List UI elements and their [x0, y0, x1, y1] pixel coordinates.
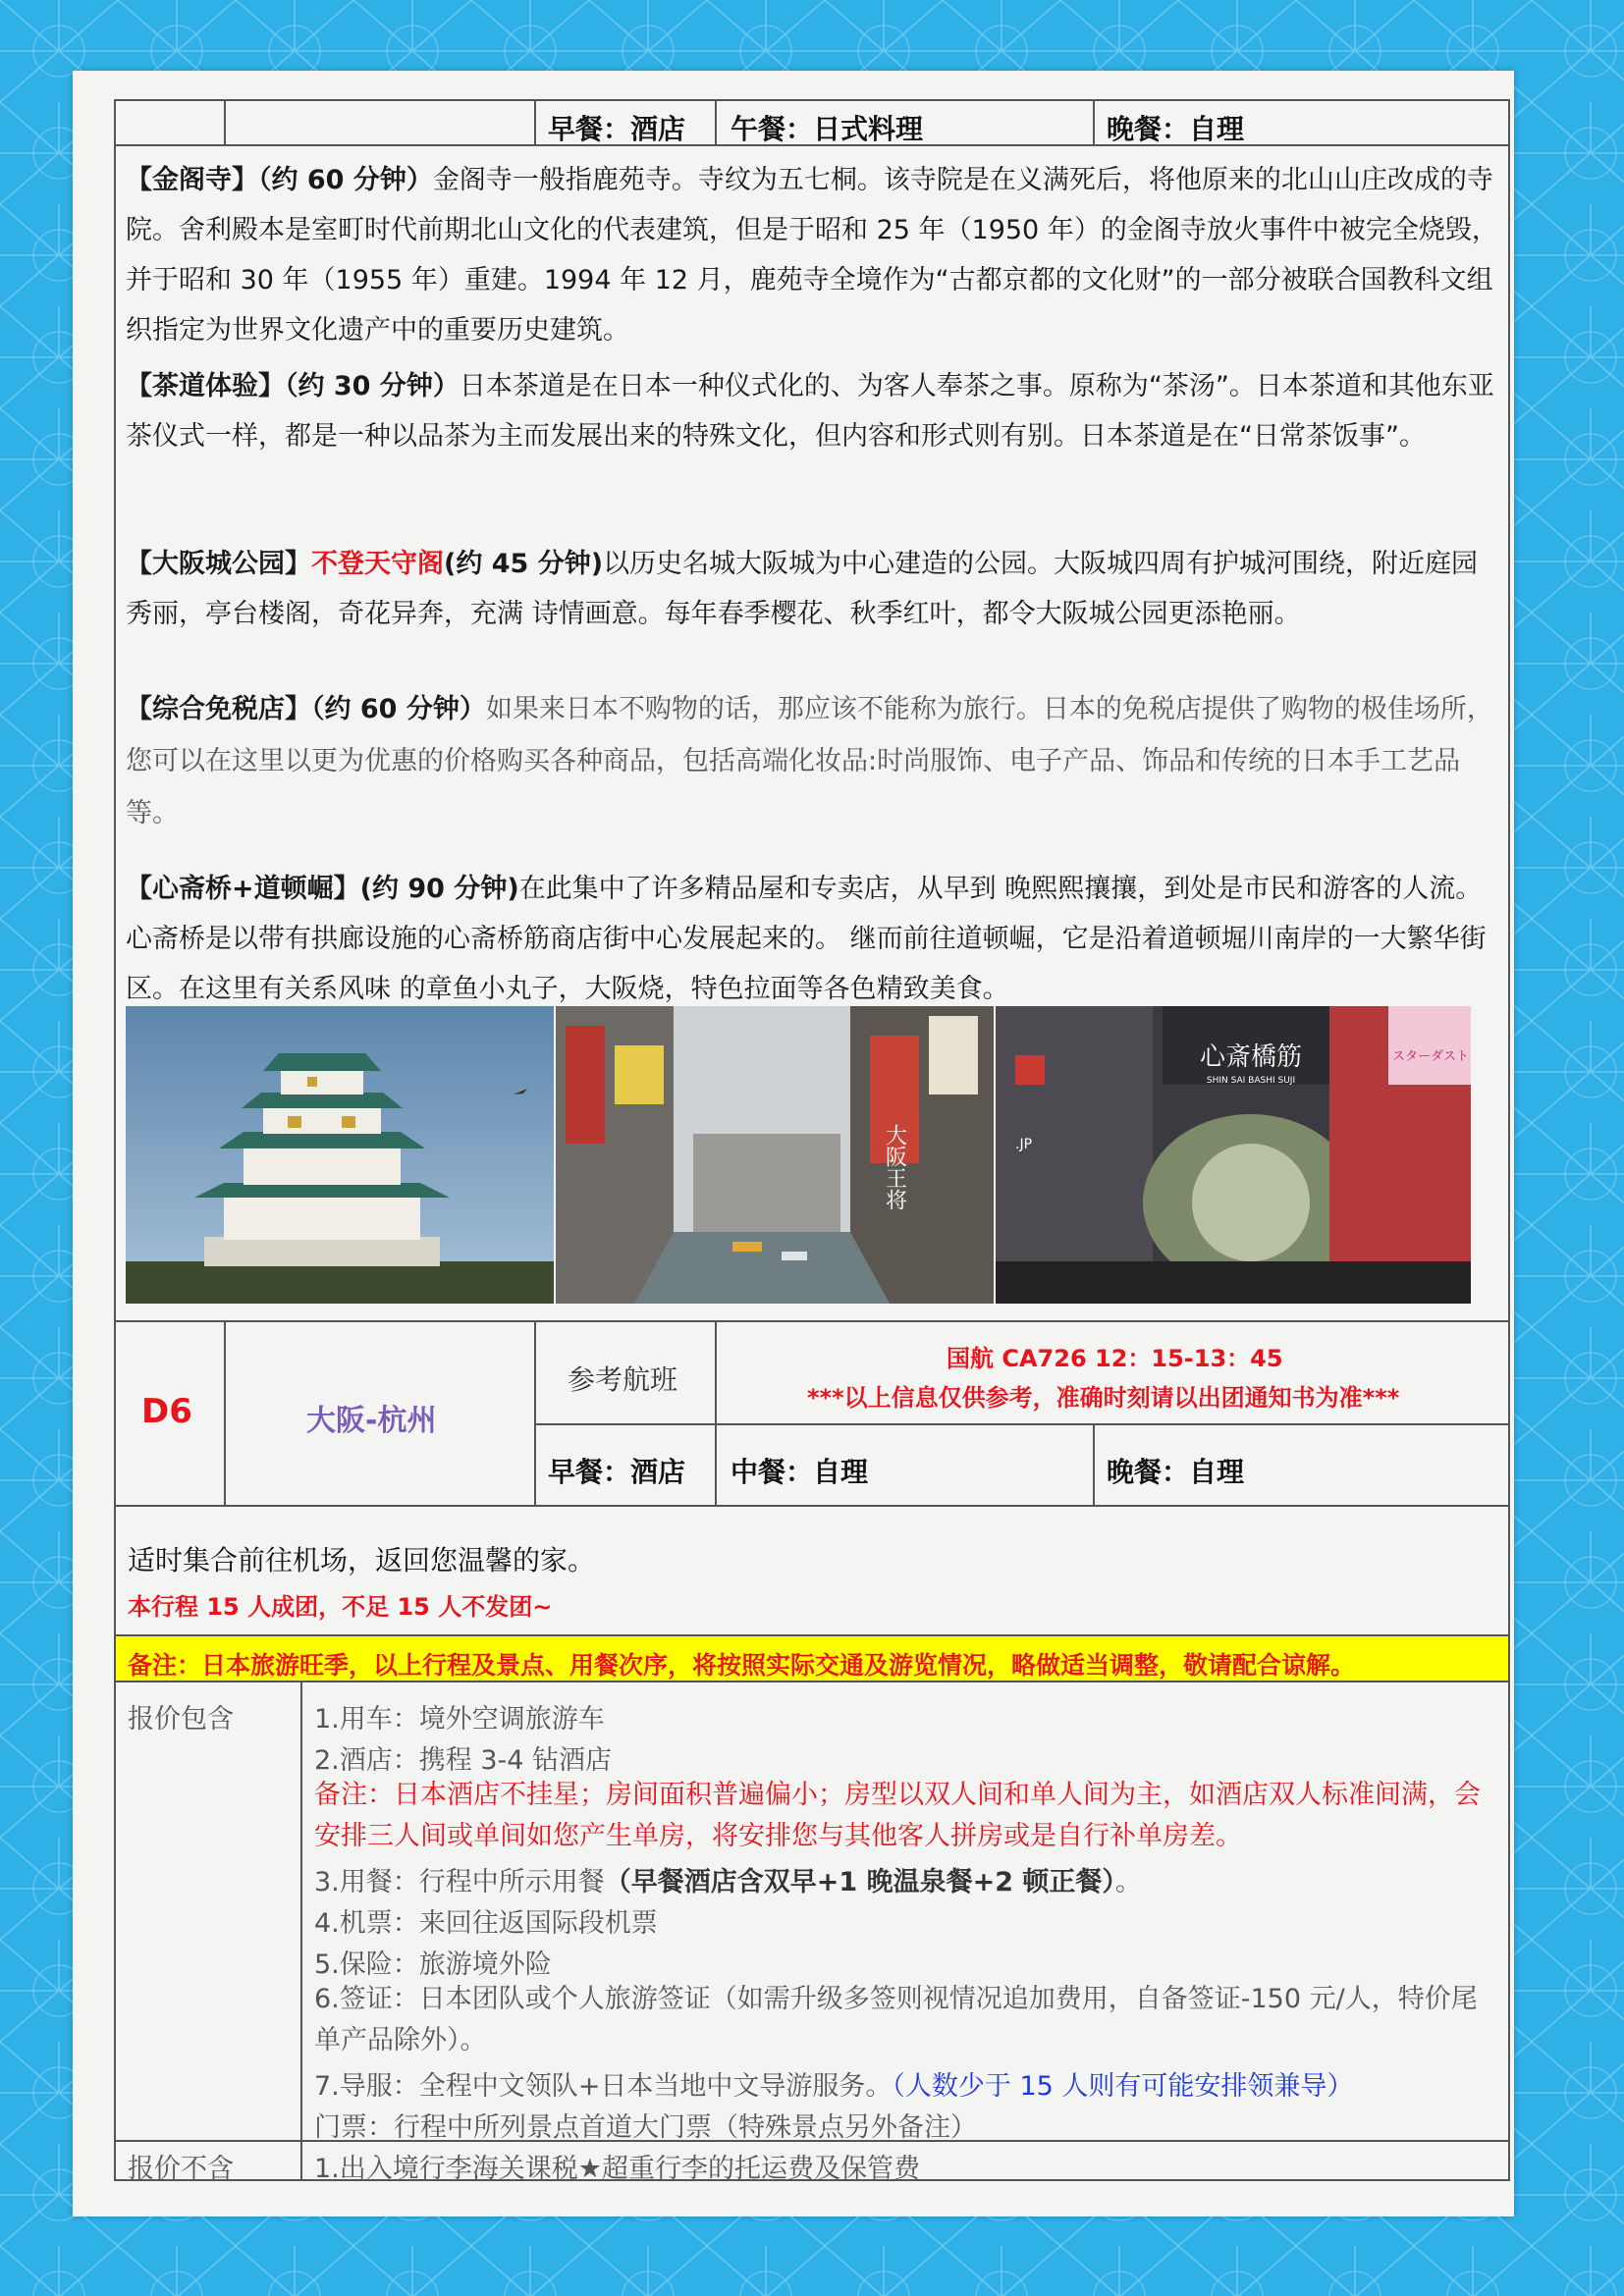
flight-label: 参考航班 — [568, 1363, 678, 1396]
attraction-title: 【茶道体验】（约 30 分钟） — [126, 371, 460, 401]
include-item-tickets: 门票：行程中所列景点首道大门票（特殊景点另外备注） — [314, 2112, 977, 2143]
d6-lunch: 中餐：自理 — [731, 1456, 869, 1488]
include-item-car: 1.用车：境外空调旅游车 — [314, 1704, 605, 1735]
include-item-ticket: 4.机票：来回往返国际段机票 — [314, 1908, 658, 1939]
dotonbori-photo — [556, 1006, 994, 1304]
exclude-item-luggage: 1.出入境行李海关课税★超重行李的托运费及保管费 — [314, 2154, 920, 2184]
notice-banner-text: 备注：日本旅游旺季，以上行程及景点、用餐次序，将按照实际交通及游览情况，略做适当调整，敬请配合谅解。 — [128, 1651, 1356, 1680]
include-item-hotel: 2.酒店：携程 3-4 钻酒店 — [314, 1745, 613, 1776]
d6-description: 适时集合前往机场，返回您温馨的家。 — [128, 1544, 596, 1576]
attraction-shinsaibashi — [126, 864, 1500, 1014]
attraction-title: 【金阁寺】（约 60 分钟） — [126, 165, 433, 195]
attraction-text: 在此集中了许多精品屋和专卖店，从早到 晚熙熙攘攘，到处是市民和游客的人流。心斋桥是以带有拱廊设施的心斋桥筋商店街中心发展起来的。 继而前往道顿崛，它是沿着道顿堀川南岸的一大繁华街区。在这里有关系风味 的章鱼小丸子，大阪烧，特色拉面等各色精致美食。 — [126, 874, 1487, 1004]
flight-note: ***以上信息仅供参考，准确时刻请以出团通知书为准*** — [807, 1384, 1400, 1412]
include-item-guide: 7.导服：全程中文领队+日本当地中文导游服务。（人数少于 15 人则有可能安排领兼导） — [314, 2071, 1354, 2102]
shinsaibashi-romaji: SHIN SAI BASHI SUJI — [1206, 1076, 1296, 1086]
osaka-castle-photo — [126, 1006, 554, 1304]
meal-dinner: 晚餐：自理 — [1107, 113, 1245, 145]
includes-label: 报价包含 — [128, 1704, 234, 1735]
jp-sign: .JP — [1015, 1137, 1033, 1152]
day-label: D6 — [141, 1392, 192, 1431]
hotel-note: 备注：日本酒店不挂星；房间面积普遍偏小；房型以双人间和单人间为主，如酒店双人标准间满，会安排三人间或单间如您产生单房，将安排您与其他客人拼房或是自行补单房差。 — [314, 1780, 1481, 1851]
attraction-dutyfree — [126, 683, 1500, 839]
attraction-duration: (约 45 分钟) — [444, 549, 604, 579]
excludes-label: 报价不含 — [128, 2154, 234, 2184]
include-item-insurance: 5.保险：旅游境外险 — [314, 1949, 552, 1980]
attraction-text: 金阁寺一般指鹿苑寺。寺纹为五七桐。该寺院是在义满死后，将他原来的北山山庄改成的寺院。舍利殿本是室町时代前期北山文化的代表建筑，但是于昭和 25 年（1950 年）的金阁寺放火事件中被完全烧毁，并于昭和 30 年（1955 年）重建。1994 年 12 月，鹿苑寺全境作为“古都京都的文化财”的一部分被联合国教科文组织指定为世界文化遗产中的重要历史建筑。 — [126, 165, 1498, 346]
shinsaibashi-photo — [996, 1006, 1471, 1304]
d6-dinner: 晚餐：自理 — [1107, 1456, 1245, 1488]
shop-sign: 大阪王将 — [882, 1124, 907, 1210]
attraction-text: 以历史名城大阪城为中心建造的公园。大阪城四周有护城河围绕，附近庭园秀丽，亭台楼阁，奇花异奔，充满 诗情画意。每年春季樱花、秋季红叶，都令大阪城公园更添艳丽。 — [126, 549, 1479, 629]
meal-breakfast: 早餐：酒店 — [548, 113, 686, 145]
attraction-title: 【心斋桥+道顿崛】(约 90 分钟) — [126, 874, 519, 904]
flight-info: 国航 CA726 12：15-13：45 — [947, 1345, 1283, 1372]
attraction-title: 【综合免税店】（约 60 分钟） — [126, 694, 486, 724]
meal-lunch: 午餐：日式料理 — [731, 113, 924, 145]
notice-banner — [114, 1634, 1510, 1682]
attraction-tea — [126, 361, 1500, 461]
include-item-meals: 3.用餐：行程中所示用餐（早餐酒店含双早+1 晚温泉餐+2 顿正餐）。 — [314, 1867, 1142, 1897]
attraction-title: 【大阪城公园】 — [126, 549, 311, 579]
group-note: 本行程 15 人成团，不足 15 人不发团~ — [128, 1593, 553, 1621]
attraction-kinkakuji — [126, 155, 1500, 355]
shinsaibashi-sign: 心斎橋筋 — [1199, 1042, 1303, 1072]
attraction-text: 日本茶道是在日本一种仪式化的、为客人奉茶之事。原称为“茶汤”。日本茶道和其他东亚茶仪式一样，都是一种以品茶为主而发展出来的特殊文化，但内容和形式则有别。日本茶道是在“日常茶饭事”。 — [126, 371, 1494, 452]
route-label: 大阪-杭州 — [306, 1404, 437, 1438]
star-sign: スターダスト — [1392, 1049, 1470, 1064]
include-item-visa: 6.签证：日本团队或个人旅游签证（如需升级多签则视情况追加费用，自备签证-150 元/人，特价尾单产品除外）。 — [314, 1984, 1478, 2056]
d6-breakfast: 早餐：酒店 — [548, 1456, 686, 1488]
attraction-osaka-castle — [126, 539, 1500, 639]
attraction-highlight: 不登天守阁 — [311, 549, 444, 579]
attraction-text: 如果来日本不购物的话，那应该不能称为旅行。日本的免税店提供了购物的极佳场所，您可以在这里以更为优惠的价格购买各种商品，包括高端化妆品:时尚服饰、电子产品、饰品和传统的日本手工艺品等。 — [126, 694, 1493, 828]
